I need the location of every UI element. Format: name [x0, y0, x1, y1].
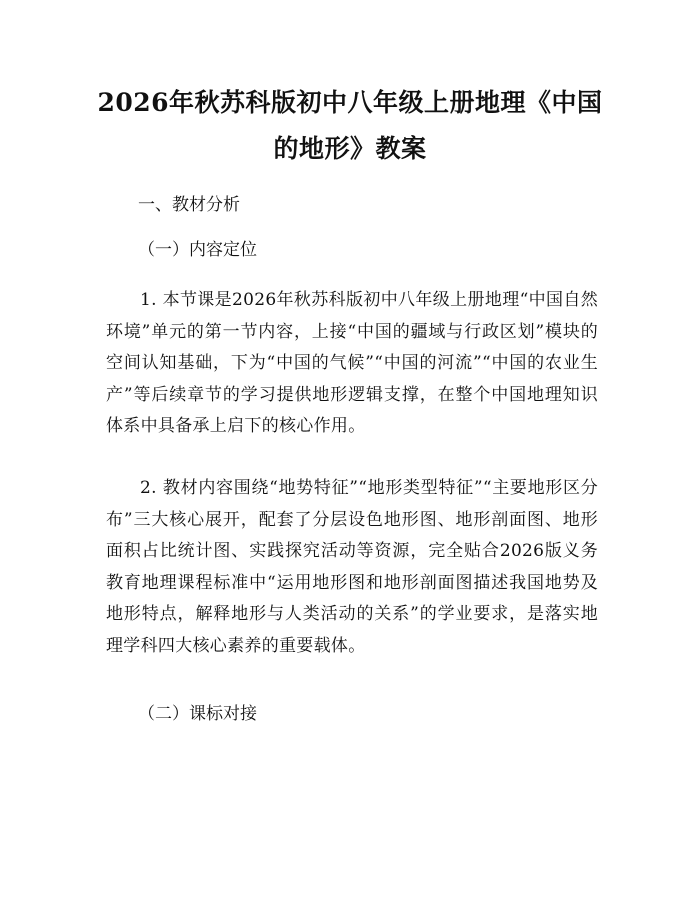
subsection-heading-curriculum-alignment: （二）课标对接 — [138, 704, 257, 724]
paragraph-content-positioning-2: 2. 教材内容围绕“地势特征”“地形类型特征”“主要地形区分布”三大核心展开，配套了分层设色地形图、地形剖面图、地形面积占比统计图、实践探究活动等资源，完全贴合2026版义务教育地理课程标准中“运用地形图和地形剖面图描述我国地势及地形特点，解释地形与人类活动的关系”的学业要求，是落实地理学科四大核心素养的重要载体。 — [106, 478, 598, 656]
document-title: 2026年秋苏科版初中八年级上册地理《中国的地形》教案 — [97, 88, 603, 163]
section-heading-textbook-analysis: 一、教材分析 — [138, 195, 240, 215]
paragraph-content-positioning-1: 1. 本节课是2026年秋苏科版初中八年级上册地理“中国自然环境”单元的第一节内容，上接“中国的疆域与行政区划”模块的空间认知基础，下为“中国的气候”“中国的河流”“中国的农业生产”等后续章节的学习提供地形逻辑支撑，在整个中国地理知识体系中具备承上启下的核心作用。 — [106, 290, 598, 436]
subsection-heading-content-positioning: （一）内容定位 — [138, 240, 257, 260]
